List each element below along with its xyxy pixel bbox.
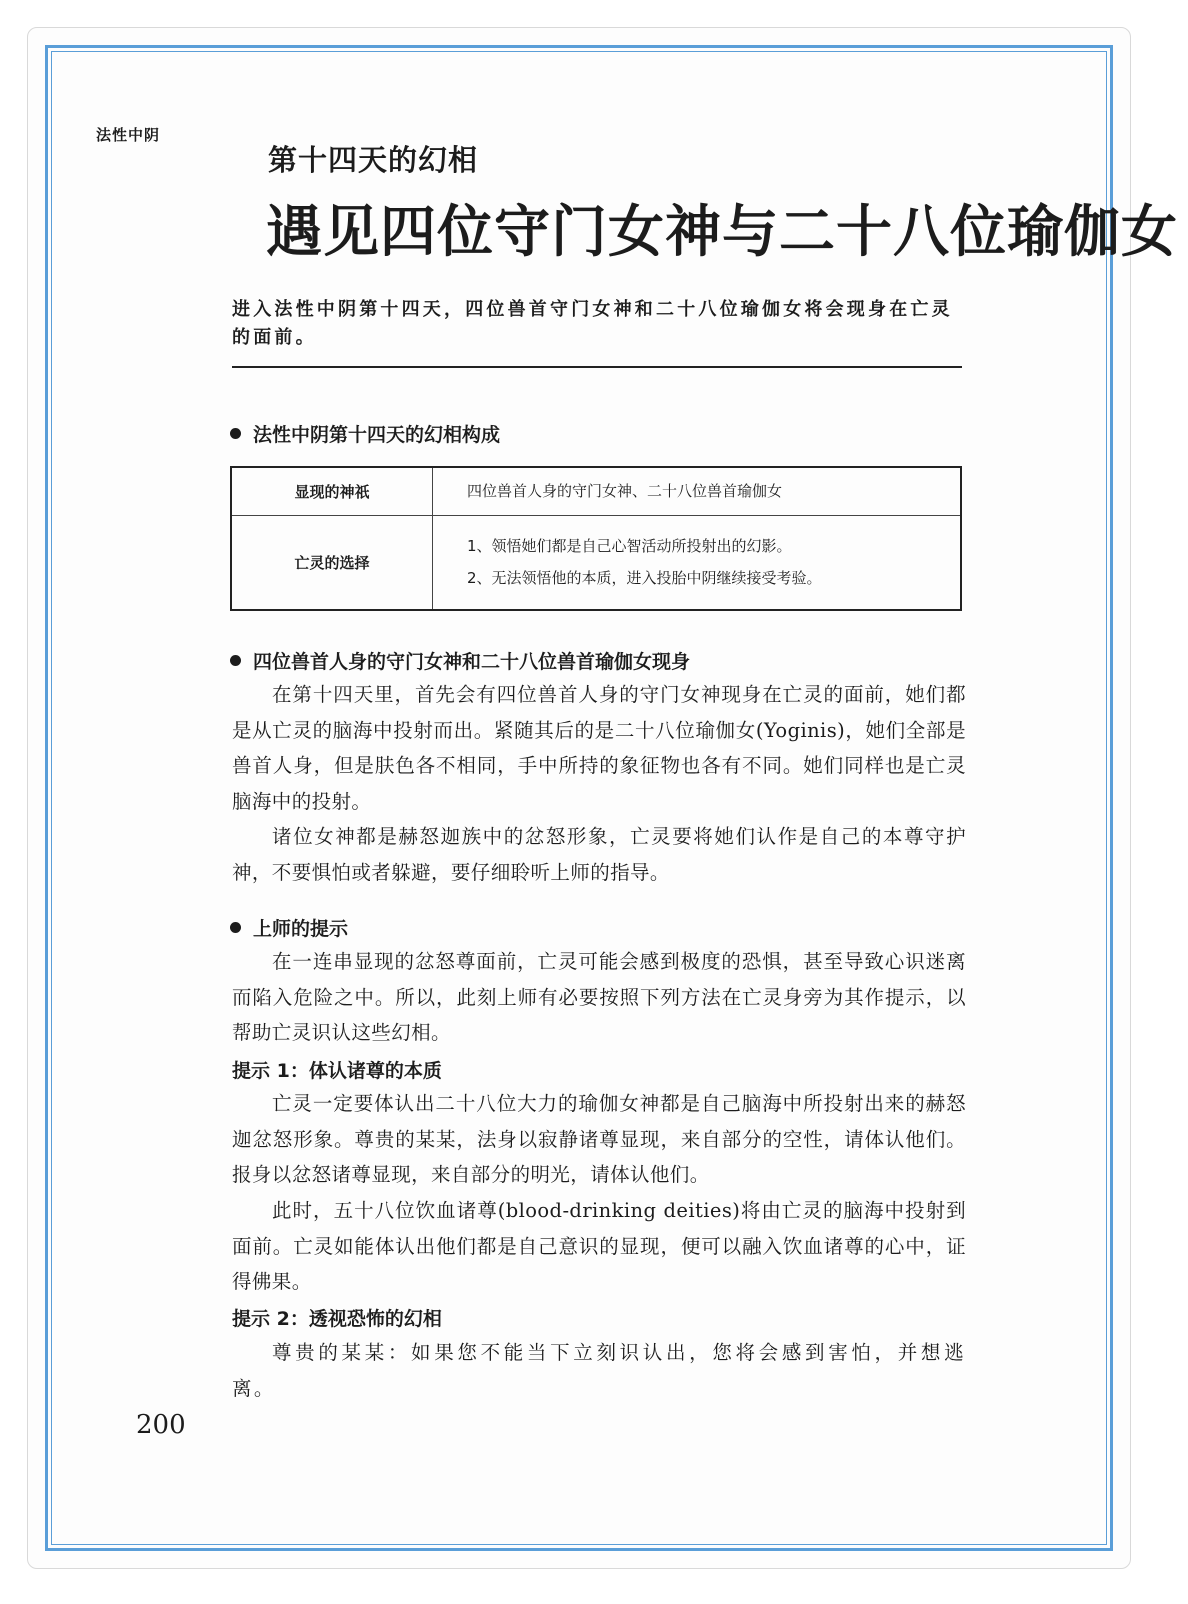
table-cell-label: 亡灵的选择 xyxy=(231,515,433,610)
chapter-subtitle: 第十四天的幻相 xyxy=(268,143,479,177)
table-value-line: 2、无法领悟他的本质，进入投胎中阴继续接受考验。 xyxy=(467,569,822,588)
body-paragraph: 尊贵的某某：如果您不能当下立刻识认出，您将会感到害怕，并想逃离。 xyxy=(232,1341,966,1400)
running-head: 法性中阴 xyxy=(96,126,161,144)
table-value-line: 1、领悟她们都是自己心智活动所投射出的幻影。 xyxy=(467,537,792,556)
hint-heading: 提示 2：透视恐怖的幻相 xyxy=(232,1308,442,1330)
section-heading-appear xyxy=(230,647,690,674)
bullet-icon xyxy=(230,922,241,933)
body-paragraph: 亡灵一定要体认出二十八位大力的瑜伽女神都是自己脑海中所投射出来的赫怒迦忿怒形象。尊贵的某某，法身以寂静诸尊显现，来自部分的空性，请体认他们。报身以忿怒诸尊显现，来自部分的明光，请体认他们。 xyxy=(232,1092,966,1187)
table-cell-value xyxy=(433,515,962,610)
body-paragraph: 在第十四天里，首先会有四位兽首人身的守门女神现身在亡灵的面前，她们都是从亡灵的脑海中投射而出。紧随其后的是二十八位瑜伽女(Yoginis)，她们全部是兽首人身，但是肤色各不相同，手中所持的象征物也各有不同。她们同样也是亡灵脑海中的投射。 xyxy=(232,683,966,813)
composition-table xyxy=(230,466,962,611)
section-heading-text: 上师的提示 xyxy=(253,918,349,940)
section-heading-hints xyxy=(230,914,348,941)
table-cell-label: 显现的神祇 xyxy=(231,467,433,515)
divider-rule xyxy=(232,366,962,368)
hint-heading: 提示 1：体认诸尊的本质 xyxy=(232,1060,442,1082)
body-paragraph: 在一连串显现的忿怒尊面前，亡灵可能会感到极度的恐惧，甚至导致心识迷离而陷入危险之中。所以，此刻上师有必要按照下列方法在亡灵身旁为其作提示，以帮助亡灵识认这些幻相。 xyxy=(232,950,966,1045)
table-row xyxy=(231,515,961,610)
bullet-icon xyxy=(230,428,241,439)
table-cell-value xyxy=(433,467,962,515)
section-heading-text: 四位兽首人身的守门女神和二十八位兽首瑜伽女现身 xyxy=(253,651,691,673)
table-value-line: 四位兽首人身的守门女神、二十八位兽首瑜伽女 xyxy=(467,482,783,501)
chapter-intro: 进入法性中阴第十四天，四位兽首守门女神和二十八位瑜伽女将会现身在亡灵的面前。 xyxy=(232,299,953,348)
table-row xyxy=(231,467,961,515)
body-paragraph: 诸位女神都是赫怒迦族中的忿怒形象，亡灵要将她们认作是自己的本尊守护神，不要惧怕或者躲避，要仔细聆听上师的指导。 xyxy=(232,825,966,884)
body-paragraph: 此时，五十八位饮血诸尊(blood-drinking deities)将由亡灵的脑海中投射到面前。亡灵如能体认出他们都是自己意识的显现，便可以融入饮血诸尊的心中，证得佛果。 xyxy=(232,1199,966,1294)
page-number: 200 xyxy=(136,1410,186,1440)
bullet-icon xyxy=(230,655,241,666)
section-heading-text: 法性中阴第十四天的幻相构成 xyxy=(253,424,501,446)
section-heading-composition xyxy=(230,420,500,447)
chapter-title: 遇见四位守门女神与二十八位瑜伽女 xyxy=(266,199,1178,265)
